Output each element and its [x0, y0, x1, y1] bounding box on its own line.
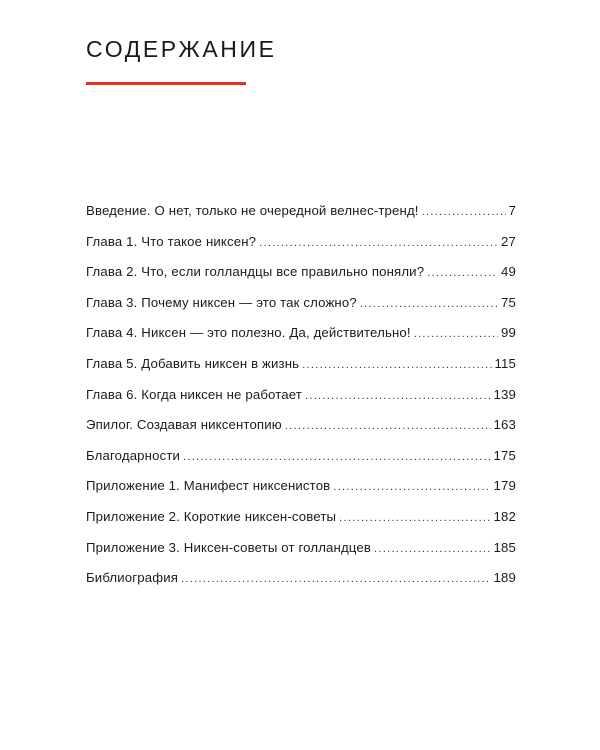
toc-entry[interactable]: [86, 228, 516, 259]
toc-entry[interactable]: [86, 411, 516, 442]
toc-entry-page: 182: [493, 508, 516, 524]
toc-entry-title: Глава 3. Почему никсен — это так сложно?: [86, 294, 357, 310]
toc-entry-page: 175: [493, 447, 516, 463]
toc-entry-title: Глава 5. Добавить никсен в жизнь: [86, 355, 300, 371]
toc-entry-page: 7: [508, 203, 516, 218]
toc-entry-page: 139: [493, 386, 516, 402]
toc-entry[interactable]: [86, 289, 516, 320]
toc-entry-page: 75: [501, 294, 516, 310]
toc-entry-page: 49: [501, 264, 516, 280]
toc-entry[interactable]: [86, 564, 516, 595]
toc-entry-title: Благодарности: [86, 447, 181, 463]
toc-entry-page: 115: [494, 355, 516, 371]
title-underline: [86, 82, 246, 85]
toc-entry[interactable]: [86, 503, 516, 534]
toc-entry-page: 163: [493, 417, 516, 433]
toc-entry-title: Эпилог. Создавая никсентопию: [86, 417, 282, 433]
toc-entry-title: Приложение 1. Манифест никсенистов: [86, 478, 331, 494]
toc-entry-page: 27: [501, 233, 516, 249]
dot-leader: [183, 443, 491, 471]
toc-entry[interactable]: [86, 258, 516, 289]
dot-leader: [285, 412, 491, 440]
dot-leader: [414, 320, 498, 348]
dot-leader: [422, 198, 506, 226]
toc-entry-page: 185: [493, 539, 516, 555]
toc-entry[interactable]: [86, 350, 516, 381]
dot-leader: [339, 504, 490, 532]
dot-leader: [302, 351, 491, 379]
toc-entry-title: Приложение 3. Никсен-советы от голландцев: [86, 539, 372, 555]
table-of-contents: [86, 197, 516, 595]
toc-entry[interactable]: [86, 472, 516, 503]
dot-leader: [427, 259, 498, 287]
toc-entry-page: 99: [501, 325, 516, 341]
dot-leader: [305, 382, 491, 410]
toc-entry-title: Глава 1. Что такое никсен?: [86, 233, 257, 249]
dot-leader: [181, 565, 491, 593]
toc-entry[interactable]: [86, 442, 516, 473]
dot-leader: [333, 473, 490, 501]
page-title: СОДЕРЖАНИЕ: [86, 36, 277, 62]
toc-entry-title: Библиография: [86, 570, 179, 586]
toc-entry-page: 189: [493, 570, 516, 586]
toc-entry[interactable]: [86, 197, 516, 228]
dot-leader: [360, 290, 498, 318]
toc-entry-page: 179: [493, 478, 516, 494]
toc-entry-title: Глава 6. Когда никсен не работает: [86, 386, 302, 402]
toc-entry-title: Введение. О нет, только не очередной велнес-тренд!: [86, 203, 419, 218]
toc-entry-title: Глава 2. Что, если голландцы все правильно поняли?: [86, 264, 425, 280]
dot-leader: [374, 535, 491, 563]
toc-entry-title: Приложение 2. Короткие никсен-советы: [86, 508, 337, 524]
toc-entry[interactable]: [86, 319, 516, 350]
dot-leader: [259, 229, 498, 257]
toc-entry[interactable]: [86, 534, 516, 565]
toc-entry[interactable]: [86, 381, 516, 412]
toc-entry-title: Глава 4. Никсен — это полезно. Да, действительно!: [86, 325, 411, 341]
